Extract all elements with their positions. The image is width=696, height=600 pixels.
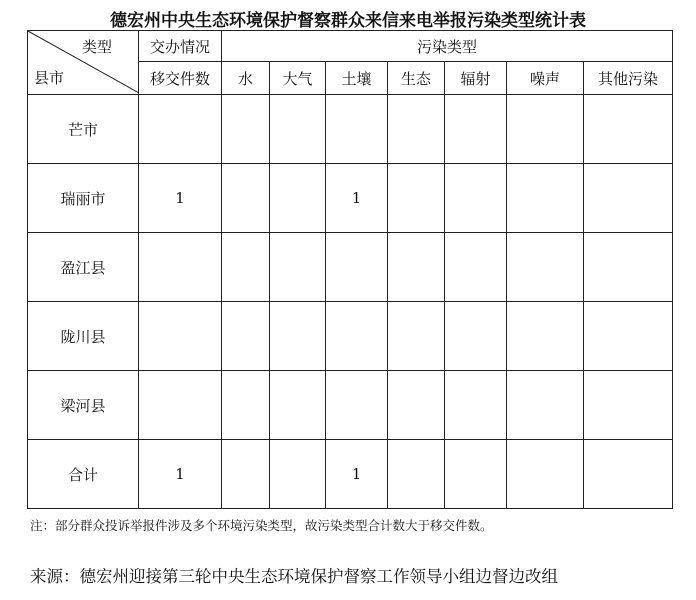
table-row — [28, 95, 673, 164]
cell-air — [270, 164, 326, 233]
cell-air — [270, 440, 326, 509]
row-transfer-count — [139, 302, 222, 371]
cell-ecology — [388, 302, 445, 371]
table-row — [28, 371, 673, 440]
cell-soil — [326, 233, 388, 302]
row-transfer-count — [139, 95, 222, 164]
column-header-ecology: 生态 — [388, 62, 445, 95]
cell-soil — [326, 371, 388, 440]
row-transfer-count — [139, 371, 222, 440]
row-county-name: 合计 — [28, 440, 139, 509]
cell-noise — [507, 164, 584, 233]
table-row — [28, 164, 673, 233]
cell-other — [584, 95, 673, 164]
corner-header-cell — [28, 31, 139, 95]
cell-noise — [507, 233, 584, 302]
column-header-air: 大气 — [270, 62, 326, 95]
cell-radiation — [445, 371, 507, 440]
cell-water — [222, 440, 270, 509]
cell-other — [584, 302, 673, 371]
cell-radiation — [445, 164, 507, 233]
cell-ecology — [388, 164, 445, 233]
cell-radiation — [445, 95, 507, 164]
cell-water — [222, 371, 270, 440]
cell-soil — [326, 95, 388, 164]
table-row — [28, 302, 673, 371]
row-transfer-count — [139, 233, 222, 302]
cell-noise — [507, 302, 584, 371]
cell-soil: 1 — [326, 164, 388, 233]
cell-soil: 1 — [326, 440, 388, 509]
cell-water — [222, 233, 270, 302]
cell-noise — [507, 95, 584, 164]
cell-other — [584, 233, 673, 302]
cell-ecology — [388, 233, 445, 302]
row-transfer-count: 1 — [139, 164, 222, 233]
cell-ecology — [388, 95, 445, 164]
cell-water — [222, 302, 270, 371]
cell-noise — [507, 371, 584, 440]
cell-water — [222, 164, 270, 233]
cell-air — [270, 233, 326, 302]
cell-other — [584, 440, 673, 509]
table-footnote: 注：部分群众投诉举报件涉及多个环境污染类型，故污染类型合计数大于移交件数。 — [30, 518, 493, 533]
cell-air — [270, 95, 326, 164]
cell-radiation — [445, 233, 507, 302]
cell-air — [270, 371, 326, 440]
source-line: 来源：德宏州迎接第三轮中央生态环境保护督察工作领导小组边督边改组 — [30, 567, 558, 586]
pollution-types-header: 污染类型 — [222, 31, 673, 62]
column-header-other: 其他污染 — [584, 62, 673, 95]
table-row-total — [28, 440, 673, 509]
row-county-name: 盈江县 — [28, 233, 139, 302]
cell-noise — [507, 440, 584, 509]
cell-water — [222, 95, 270, 164]
cell-ecology — [388, 371, 445, 440]
jiaoban-header: 交办情况 — [139, 31, 222, 62]
cell-other — [584, 371, 673, 440]
table-row — [28, 233, 673, 302]
corner-type-label: 类型 — [81, 38, 112, 56]
row-county-name: 芒市 — [28, 95, 139, 164]
cell-air — [270, 302, 326, 371]
statistics-table — [27, 30, 673, 509]
corner-county-label: 县市 — [34, 69, 65, 87]
cell-other — [584, 164, 673, 233]
row-transfer-count: 1 — [139, 440, 222, 509]
page-title: 德宏州中央生态环境保护督察群众来信来电举报污染类型统计表 — [110, 11, 586, 31]
column-header-water: 水 — [222, 62, 270, 95]
column-header-soil: 土壤 — [326, 62, 388, 95]
transfer-count-header: 移交件数 — [139, 62, 222, 95]
row-county-name: 瑞丽市 — [28, 164, 139, 233]
cell-radiation — [445, 440, 507, 509]
column-header-noise: 噪声 — [507, 62, 584, 95]
row-county-name: 陇川县 — [28, 302, 139, 371]
row-county-name: 梁河县 — [28, 371, 139, 440]
cell-radiation — [445, 302, 507, 371]
column-header-radiation: 辐射 — [445, 62, 507, 95]
cell-ecology — [388, 440, 445, 509]
cell-soil — [326, 302, 388, 371]
